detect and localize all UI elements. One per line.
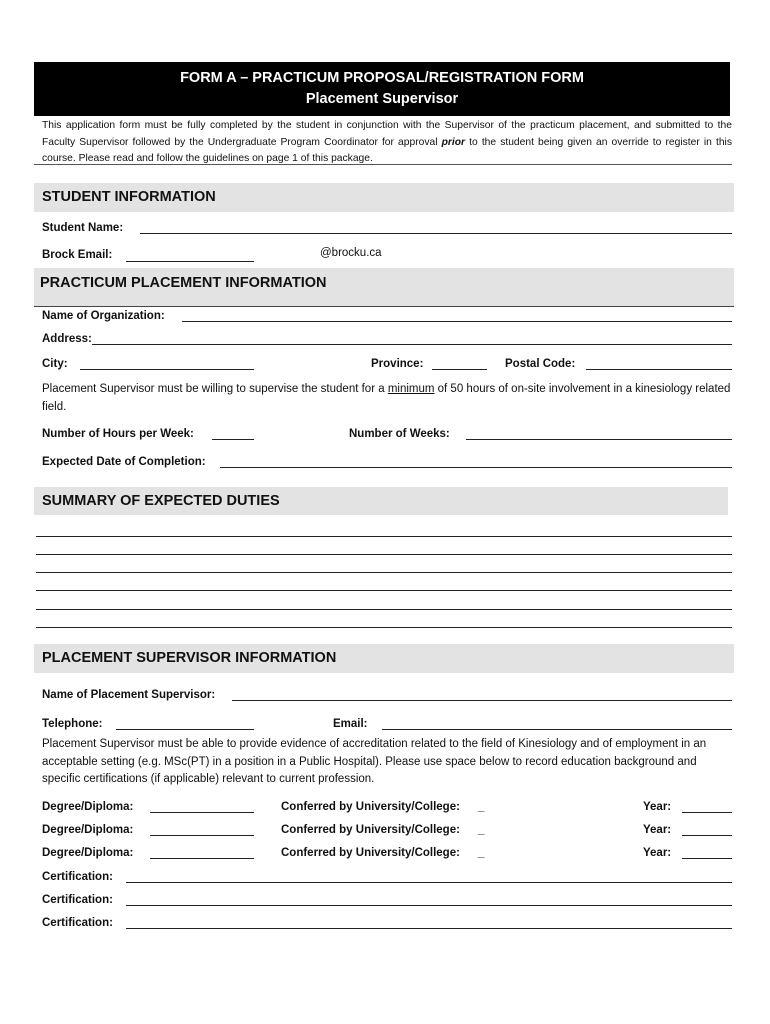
intro-part2: to the student being given an override to register in this course. Please read and follow the guidelines on page 1 of this package. <box>42 136 732 164</box>
duties-line[interactable] <box>36 627 732 628</box>
year-label: Year: <box>643 847 672 859</box>
address-field[interactable] <box>92 344 732 345</box>
university-label: Conferred by University/College: <box>281 824 460 836</box>
degree-field[interactable] <box>150 812 254 813</box>
email-domain: @brocku.ca <box>320 247 382 259</box>
province-field[interactable] <box>432 369 487 370</box>
duties-line[interactable] <box>36 554 732 555</box>
intro-emphasis: prior <box>441 136 466 148</box>
student-name-field[interactable] <box>140 233 732 234</box>
certification-field[interactable] <box>126 928 732 929</box>
duties-line[interactable] <box>36 609 732 610</box>
year-label: Year: <box>643 824 672 836</box>
telephone-label: Telephone: <box>42 718 103 730</box>
intro-text <box>42 118 732 168</box>
placement-note-part2: of 50 hours of on-site involvement in a kinesiology related field. <box>42 383 731 413</box>
duties-line[interactable] <box>36 572 732 573</box>
university-field[interactable]: _ <box>478 801 485 813</box>
university-field[interactable]: _ <box>478 847 485 859</box>
degree-label: Degree/Diploma: <box>42 824 134 836</box>
supervisor-note: Placement Supervisor must be able to provide evidence of accreditation related to the field of Kinesiology and of employment in an acceptable setting (e.g. MSc(PT) in a position in a Public Hospital). Please use space below to record education background and specific certifications (if applicable) relevant to current profession. <box>42 738 707 785</box>
organization-field[interactable] <box>182 321 732 322</box>
duties-line[interactable] <box>36 590 732 591</box>
degree-field[interactable] <box>150 835 254 836</box>
certification-field[interactable] <box>126 905 732 906</box>
placement-note <box>42 381 732 416</box>
degree-field[interactable] <box>150 858 254 859</box>
certification-label: Certification: <box>42 894 113 906</box>
address-label: Address: <box>42 333 92 345</box>
student-name-label: Student Name: <box>42 222 124 234</box>
certification-label: Certification: <box>42 871 113 883</box>
intro-part1: This application form must be fully completed by the student in conjunction with the Supervisor of the practicum placement, and submitted to the Faculty Supervisor followed by the Undergraduate Program Coordinator for approval <box>42 120 732 148</box>
university-label: Conferred by University/College: <box>281 801 460 813</box>
year-field[interactable] <box>682 835 732 836</box>
year-field[interactable] <box>682 812 732 813</box>
degree-label: Degree/Diploma: <box>42 801 134 813</box>
completion-date-field[interactable] <box>220 467 732 468</box>
placement-section-heading: PRACTICUM PLACEMENT INFORMATION <box>34 268 734 307</box>
number-of-weeks-label: Number of Weeks: <box>349 428 450 440</box>
telephone-field[interactable] <box>116 729 254 730</box>
form-subtitle: Placement Supervisor <box>305 91 459 107</box>
form-header <box>34 62 730 116</box>
brock-email-label: Brock Email: <box>42 249 113 261</box>
email-field[interactable] <box>382 729 732 730</box>
brock-email-field[interactable] <box>126 261 254 262</box>
degree-label: Degree/Diploma: <box>42 847 134 859</box>
organization-label: Name of Organization: <box>42 310 165 322</box>
postal-code-label: Postal Code: <box>505 358 576 370</box>
year-label: Year: <box>643 801 672 813</box>
supervisor-name-field[interactable] <box>232 700 732 701</box>
hours-per-week-label: Number of Hours per Week: <box>42 428 194 440</box>
university-label: Conferred by University/College: <box>281 847 460 859</box>
divider <box>34 164 732 165</box>
placement-note-emphasis: minimum <box>387 383 435 395</box>
supervisor-section-heading: PLACEMENT SUPERVISOR INFORMATION <box>34 644 734 673</box>
completion-date-label: Expected Date of Completion: <box>42 456 206 468</box>
university-field[interactable]: _ <box>478 824 485 836</box>
year-field[interactable] <box>682 858 732 859</box>
postal-code-field[interactable] <box>586 369 732 370</box>
hours-per-week-field[interactable] <box>212 439 254 440</box>
certification-field[interactable] <box>126 882 732 883</box>
duties-section-heading: SUMMARY OF EXPECTED DUTIES <box>34 487 728 515</box>
city-field[interactable] <box>80 369 254 370</box>
supervisor-name-label: Name of Placement Supervisor: <box>42 689 216 701</box>
duties-line[interactable] <box>36 536 732 537</box>
email-label: Email: <box>333 718 368 730</box>
placement-note-part1: Placement Supervisor must be willing to supervise the student for a <box>42 383 388 395</box>
number-of-weeks-field[interactable] <box>466 439 732 440</box>
student-section-heading: STUDENT INFORMATION <box>34 183 734 212</box>
province-label: Province: <box>371 358 424 370</box>
city-label: City: <box>42 358 68 370</box>
form-title: FORM A – PRACTICUM PROPOSAL/REGISTRATION FORM <box>180 70 584 86</box>
certification-label: Certification: <box>42 917 113 929</box>
